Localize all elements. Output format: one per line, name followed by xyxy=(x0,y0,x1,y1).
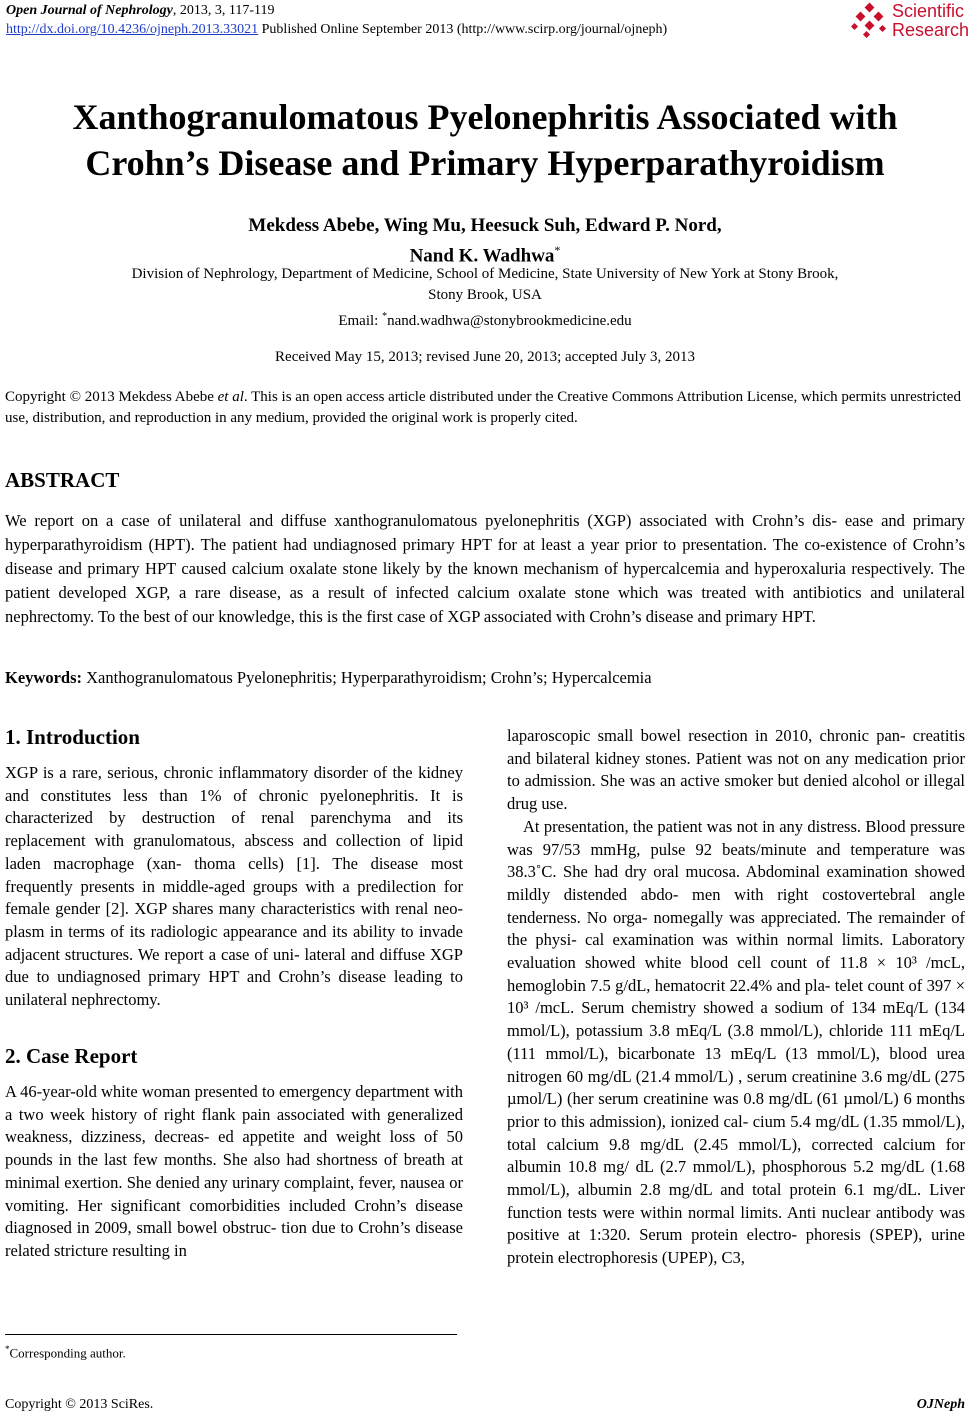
right-paragraph-2: At presentation, the patient was not in any distress. Blood pressure was 97/53 mmHg, pulse 92 beats/minute and temperature was 38.3˚C. She had dry oral mucosa. Abdominal examination showed mildly distended abdo- men with right costovertebral angle tenderness. No orga- nomegally was appreciated. The remainder of the physi- cal examination was within normal limits. Laboratory evaluation showed white blood cell count of 11.8 × 10³ /mcL, hemoglobin 7.5 g/dL, hematocrit 22.4% and pla- telet count of 397 × 10³ /mcL. Serum chemistry showed a sodium of 134 mEq/L (134 mmol/L), potassium 3.8 mEq/L (3.8 mmol/L), chloride 111 mEq/L (111 mmol/L), bicarbonate 13 mEq/L (13 mmol/L), blood urea nitrogen 60 mg/dL (21.4 mmol/L) , serum creatinine 3.6 mg/dL (275 µmol/L) (her serum creatinine was 0.8 mg/dL (61 µmol/L) 6 months prior to this admission), ionized cal- cium 5.4 mg/dL (1.35 mmol/L), total calcium 9.8 mg/dL (2.45 mmol/L), corrected calcium for albumin 10.8 mg/ dL (2.7 mmol/L), phosphorous 5.2 mg/dL (1.68 mmol/L), albumin 2.8 mg/dL and total protein 6.1 mg/dL. Liver function tests were within normal limits. Anti nuclear antibody was positive at 1:320. Serum protein electro- phoresis (SPEP), urine protein electrophoresis (UPEP), C3, xyxy=(507,816,965,1268)
scientific-research-logo xyxy=(850,2,968,40)
logo-icon xyxy=(850,2,890,40)
footer-journal-abbrev: OJNeph xyxy=(916,1397,965,1412)
case-report-heading: 2. Case Report xyxy=(5,1044,138,1068)
corresponding-mark: * xyxy=(554,243,561,257)
email-line xyxy=(0,306,970,332)
title-line-2: Crohn’s Disease and Primary Hyperparathyroidism xyxy=(85,143,885,183)
case-report-text: A 46-year-old white woman presented to emergency department with a two week history of right flank pain associated with generalized weakness, dizziness, decreas- ed appetite and weight loss of 50 pounds in the last few months. She also had shortness of breath at minimal exertion. She denied any urinary complaint, fever, nausea or vomiting. Her significant comorbidities included Crohn’s disease diagnosed in 2009, small bowel obstruc- tion due to Crohn’s disease related stricture resulting in xyxy=(5,1082,463,1260)
footnote-mark: * xyxy=(5,1344,10,1354)
email-prefix: Email: xyxy=(338,313,383,329)
affiliation-line-2: Stony Brook, USA xyxy=(428,287,542,303)
page-footer xyxy=(5,1396,965,1414)
copyright-notice xyxy=(5,387,965,429)
footnote-text: Corresponding author. xyxy=(9,1345,126,1361)
copyright-etal: et al xyxy=(217,389,244,405)
affiliation-line-1: Division of Nephrology, Department of Medicine, School of Medicine, State University of New York at Stony Brook, xyxy=(131,266,839,282)
article-title xyxy=(0,94,970,186)
author-list xyxy=(0,213,970,268)
copyright-part-1: Copyright © 2013 Mekdess Abebe xyxy=(5,389,218,405)
abstract-heading: ABSTRACT xyxy=(5,468,120,492)
keywords-text: Xanthogranulomatous Pyelonephritis; Hyperparathyroidism; Crohn’s; Hypercalcemia xyxy=(82,668,652,687)
abstract-text: We report on a case of unilateral and diffuse xanthogranulomatous pyelonephritis (XGP) associated with Crohn’s dis- ease and primary hyperparathyroidism (HPT). The patient had undiagnosed primary HPT for at least a year prior to presentation. The co-existence of Crohn’s disease and primary HPT caused calcium oxalate stone likely by the known mechanism of hypercalcemia and hyperoxaluria respectively. The patient developed XGP, a rare disease, as a result of infected calcium oxalate stone which was treated with antibiotics and unilateral nephrectomy. To the best of our knowledge, this is the first case of XGP associated with Crohn’s disease and primary HPT. xyxy=(5,511,965,626)
right-column xyxy=(507,725,965,1270)
logo-word-research: Research xyxy=(892,20,970,40)
title-line-1: Xanthogranulomatous Pyelonephritis Associated with xyxy=(72,97,898,137)
email-address[interactable]: nand.wadhwa@stonybrookmedicine.edu xyxy=(387,313,632,329)
corresponding-author-name: Nand K. Wadhwa xyxy=(409,245,555,267)
email-mark: * xyxy=(382,311,388,322)
footnote xyxy=(5,1340,126,1362)
right-paragraph-1: laparoscopic small bowel resection in 2010, chronic pan- creatitis and bilateral kidney stones. Patient was not on any medication prior to admission. She was an active smoker but denied alcohol or illegal drug use. xyxy=(507,726,965,814)
authors-line-1: Mekdess Abebe, Wing Mu, Heesuck Suh, Edward P. Nord, xyxy=(248,215,722,236)
logo-word-scientific: Scientific xyxy=(892,1,965,21)
affiliation xyxy=(0,264,970,332)
doi-link[interactable]: http://dx.doi.org/10.4236/ojneph.2013.33021 xyxy=(6,22,259,37)
journal-name: Open Journal of Nephrology xyxy=(6,3,173,18)
intro-heading: 1. Introduction xyxy=(5,725,140,749)
keywords-label: Keywords: xyxy=(5,668,82,687)
published-info: Published Online September 2013 (http://www.scirp.org/journal/ojneph) xyxy=(258,22,668,37)
copyright-part-2: . This is an open access article distributed under the Creative Commons Attribution License, which permits unrestricted use, distribution, and reproduction in any medium, provided the original work is properly cited. xyxy=(5,389,961,426)
intro-text: XGP is a rare, serious, chronic inflammatory disorder of the kidney and constitutes less than 1% of chronic pyelonephritis. It is characterized by destruction of renal parenchyma and its replacement with granulomatous, abscess and collection of lipid laden macrophage (xan- thoma cells) [1]. The disease most frequently presents in middle-aged groups with a predilection for female gender [2]. XGP shares many characteristics with renal neo- plasm in terms of its radiologic appearance and its ability to invade adjacent structures. We report a case of uni- lateral and diffuse XGP due to undiagnosed primary HPT and Crohn’s disease leading to unilateral nephrectomy. xyxy=(5,763,463,1010)
footer-copyright: Copyright © 2013 SciRes. xyxy=(5,1397,154,1412)
journal-header xyxy=(6,2,274,19)
received-dates: Received May 15, 2013; revised June 20, 2013; accepted July 3, 2013 xyxy=(275,349,695,365)
footnote-divider xyxy=(5,1334,457,1335)
logo-text xyxy=(892,2,969,40)
doi-line xyxy=(6,21,667,38)
keywords xyxy=(5,667,965,689)
journal-citation: , 2013, 3, 117-119 xyxy=(172,3,275,18)
